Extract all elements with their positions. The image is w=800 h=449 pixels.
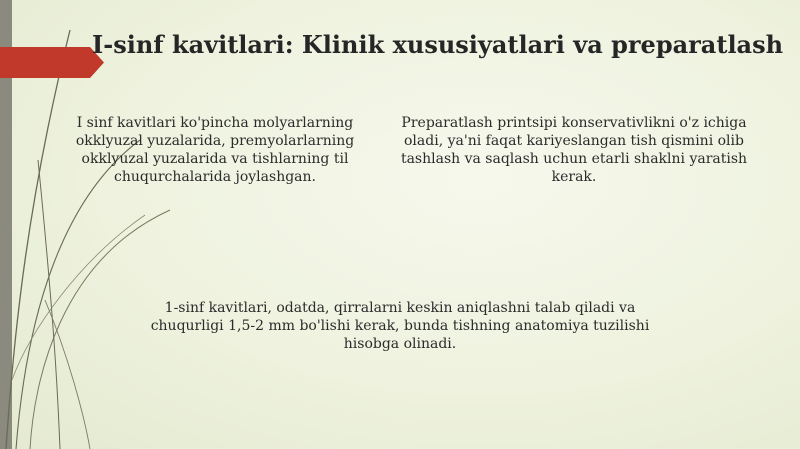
text-block-left: I sinf kavitlari ko'pincha molyarlarning okklyuzal yuzalarida, premyolarlarning okklyuzal yuzalarida va tishlarning til chuqurchalarida joylashgan.: [75, 115, 355, 185]
title-accent-arrow: [0, 47, 104, 78]
text-block-right: Preparatlash printsipi konservativlikni o'z ichiga oladi, ya'ni faqat kariyeslangan tish qismini olib tashlash va saqlash uchun etarli shaklni yaratish kerak.: [400, 115, 748, 185]
slide-title: I-sinf kavitlari: Klinik xususiyatlari va preparatlash: [92, 30, 784, 59]
text-block-bottom: 1-sinf kavitlari, odatda, qirralarni keskin aniqlashni talab qiladi va chuqurligi 1,5-2 mm bo'lishi kerak, bunda tishning anatomiya tuzilishi hisobga olinadi.: [150, 300, 650, 352]
